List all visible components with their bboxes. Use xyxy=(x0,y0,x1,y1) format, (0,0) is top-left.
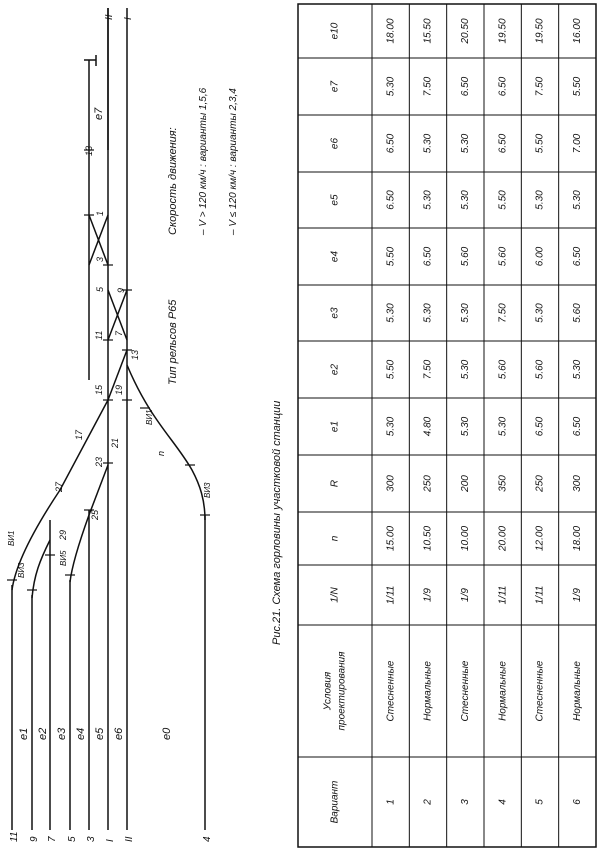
signal-vi1-right: ВИ1 xyxy=(145,409,154,425)
signal-vi5: ВИ5 xyxy=(59,550,68,566)
table-cell: 5.30 xyxy=(571,190,583,210)
table-cell: 16.00 xyxy=(571,18,583,44)
table-cell: 6.50 xyxy=(534,416,546,437)
speed-title: Скорость движения: xyxy=(167,127,179,235)
switch-25: 25 xyxy=(90,509,100,520)
table-cell: Нормальные xyxy=(497,661,509,721)
track-number-I: I xyxy=(105,839,116,842)
track-number-4: 4 xyxy=(202,836,213,842)
ladder-25 xyxy=(89,465,108,515)
table-cell: 5.50 xyxy=(534,133,546,154)
table-cell: 18.00 xyxy=(571,525,583,552)
table-cell: 5.60 xyxy=(571,303,583,323)
table-cell: 350 xyxy=(497,475,509,492)
table-cell: 5.50 xyxy=(385,359,397,380)
table-cell: 6 xyxy=(571,799,583,805)
table-header-cell: проектирования xyxy=(336,651,348,731)
table-cell: 19.50 xyxy=(497,18,509,44)
table-cell: 18.00 xyxy=(385,18,397,44)
label-e0: e0 xyxy=(161,727,173,740)
table-cell: 300 xyxy=(571,475,583,492)
signal-vi3-left: ВИ3 xyxy=(17,562,26,578)
label-e2: e2 xyxy=(37,727,49,740)
table-header-cell: Вариант xyxy=(329,780,341,824)
table-cell: 4 xyxy=(497,799,509,805)
table-cell: 6.50 xyxy=(497,76,509,97)
switch-1: 1 xyxy=(95,210,105,216)
speed-line-1: – V > 120 км/ч : варианты 1,5,6 xyxy=(198,87,209,235)
switch-27: 27 xyxy=(54,481,64,492)
label-e3: e3 xyxy=(56,727,68,740)
switch-3: 3 xyxy=(95,256,105,262)
table-cell: 5.60 xyxy=(459,246,471,267)
table-cell: 20.50 xyxy=(459,18,471,44)
table-cell: 1/9 xyxy=(422,588,434,602)
table-header-cell: e7 xyxy=(329,80,341,93)
switch-21: 21 xyxy=(110,437,120,448)
table-cell: 10.50 xyxy=(422,525,434,552)
track-number-3: 3 xyxy=(86,836,97,842)
track-4-connection xyxy=(127,365,205,520)
table-cell: 250 xyxy=(534,475,546,492)
table-cell: 15.00 xyxy=(385,525,397,552)
table-header-cell: 1/N xyxy=(329,587,341,603)
table-cell: 5.30 xyxy=(459,133,471,154)
table-cell: 12.00 xyxy=(534,525,546,552)
table-cell: 6.50 xyxy=(497,133,509,154)
table-cell: 6.50 xyxy=(385,133,397,154)
table-cell: 5.30 xyxy=(459,416,471,437)
table-header-cell: n xyxy=(329,535,341,542)
table-cell: 300 xyxy=(385,475,397,492)
switch-29: 29 xyxy=(58,529,68,540)
label-e4: e4 xyxy=(75,727,87,740)
table-cell: 5.30 xyxy=(571,359,583,380)
table-header-cell: e10 xyxy=(329,22,341,40)
table-cell: 5.30 xyxy=(385,303,397,323)
table-cell: Нормальные xyxy=(571,661,583,721)
table-cell: 7.50 xyxy=(497,303,509,323)
curve-n-label: n xyxy=(156,450,166,456)
table-cell: 5.50 xyxy=(385,246,397,267)
table-cell: 5.30 xyxy=(459,303,471,323)
signal-vi1-left: ВИ1 xyxy=(7,530,16,546)
table-cell: 5.50 xyxy=(571,76,583,97)
switch-11: 11 xyxy=(94,330,104,340)
table-cell: 7.00 xyxy=(571,133,583,154)
switch-9: 9 xyxy=(116,287,126,293)
table-cell: 1/11 xyxy=(534,585,546,605)
table-header-cell: e2 xyxy=(329,363,341,376)
table-cell: 6.50 xyxy=(459,76,471,97)
track-diagram xyxy=(7,8,239,842)
table-cell: 5 xyxy=(534,799,546,805)
table-header-cell: e4 xyxy=(329,250,341,263)
table-cell: 6.50 xyxy=(422,246,434,267)
track-number-5: 5 xyxy=(67,836,78,842)
table-cell: 5.30 xyxy=(459,190,471,210)
track-number-9: 9 xyxy=(29,836,40,842)
table-cell: 250 xyxy=(422,475,434,492)
table-cell: 6.00 xyxy=(534,246,546,267)
track-number-11: 11 xyxy=(9,831,20,842)
signal-vi3-right: ВИ3 xyxy=(203,482,212,498)
speed-line-2: – V ≤ 120 км/ч : варианты 2,3,4 xyxy=(228,88,239,235)
label-e5: e5 xyxy=(94,727,106,740)
table-header-cell: R xyxy=(329,479,341,488)
table-cell: 10.00 xyxy=(459,525,471,552)
table-cell: 1/9 xyxy=(459,588,471,602)
table-cell: 5.50 xyxy=(497,190,509,210)
label-e1: e1 xyxy=(18,727,30,740)
table-cell: 6.50 xyxy=(385,190,397,210)
table-cell: 200 xyxy=(459,475,471,492)
table-cell: 4.80 xyxy=(422,416,434,437)
table-cell: 5.30 xyxy=(534,303,546,323)
rail-type: Тип рельсов Р65 xyxy=(167,299,179,385)
table-cell: 5.30 xyxy=(422,133,434,154)
ladder-track-9 xyxy=(32,540,50,598)
table-cell: 5.30 xyxy=(422,190,434,210)
table-cell: 7.50 xyxy=(422,76,434,97)
table-cell: 5.30 xyxy=(497,416,509,437)
label-e7: e7 xyxy=(93,107,105,120)
switch-19: 19 xyxy=(114,384,124,395)
table-header-cell: e1 xyxy=(329,420,341,433)
track-number-7: 7 xyxy=(47,836,58,842)
label-e6: e6 xyxy=(113,727,125,740)
table-cell: Стесненные xyxy=(534,660,546,722)
table-cell: 1 xyxy=(385,799,397,805)
table-cell: 20.00 xyxy=(497,525,509,552)
figure-caption: Рис.21. Схема горловины участковой станции xyxy=(271,400,283,645)
table-cell: Стесненные xyxy=(385,660,397,722)
switch-23: 23 xyxy=(94,456,104,467)
table-cell: 1/9 xyxy=(571,588,583,602)
table-cell: 19.50 xyxy=(534,18,546,44)
table-cell: Нормальные xyxy=(422,661,434,721)
table-cell: 5.30 xyxy=(459,359,471,380)
switch-13: 13 xyxy=(130,349,140,360)
table-cell: 2 xyxy=(422,799,434,805)
table-cell: 6.50 xyxy=(571,246,583,267)
table-cell: 5.30 xyxy=(534,190,546,210)
table-header-cell: e3 xyxy=(329,307,341,319)
table-cell: 7.50 xyxy=(422,359,434,380)
table-header-cell: e5 xyxy=(329,194,341,206)
track-number-II: II xyxy=(124,836,135,842)
table-cell: 5.30 xyxy=(385,416,397,437)
switch-5: 5 xyxy=(95,286,105,292)
ladder-track-5 xyxy=(70,515,89,582)
switch-13b: 13 xyxy=(84,145,94,156)
table-cell: 6.50 xyxy=(571,416,583,437)
switch-15: 15 xyxy=(94,384,104,395)
table-cell: 5.60 xyxy=(497,246,509,267)
table-cell: 5.60 xyxy=(534,359,546,380)
table-cell: 5.30 xyxy=(385,76,397,97)
table-cell: Стесненные xyxy=(459,660,471,722)
switch-7: 7 xyxy=(114,330,124,336)
table-cell: 5.30 xyxy=(422,303,434,323)
table-cell: 15.50 xyxy=(422,18,434,44)
switch-17: 17 xyxy=(74,429,84,440)
parameters-table xyxy=(298,4,596,847)
right-label-II: II xyxy=(104,14,115,20)
table-header-cell: e6 xyxy=(329,137,341,150)
table-text xyxy=(323,18,583,823)
table-header-cell: Условия xyxy=(322,671,334,711)
right-label-I: I xyxy=(123,17,134,20)
table-cell: 3 xyxy=(459,799,471,805)
table-cell: 5.60 xyxy=(497,359,509,380)
table-cell: 1/11 xyxy=(497,585,509,605)
table-cell: 1/11 xyxy=(385,585,397,605)
table-cell: 7.50 xyxy=(534,76,546,97)
